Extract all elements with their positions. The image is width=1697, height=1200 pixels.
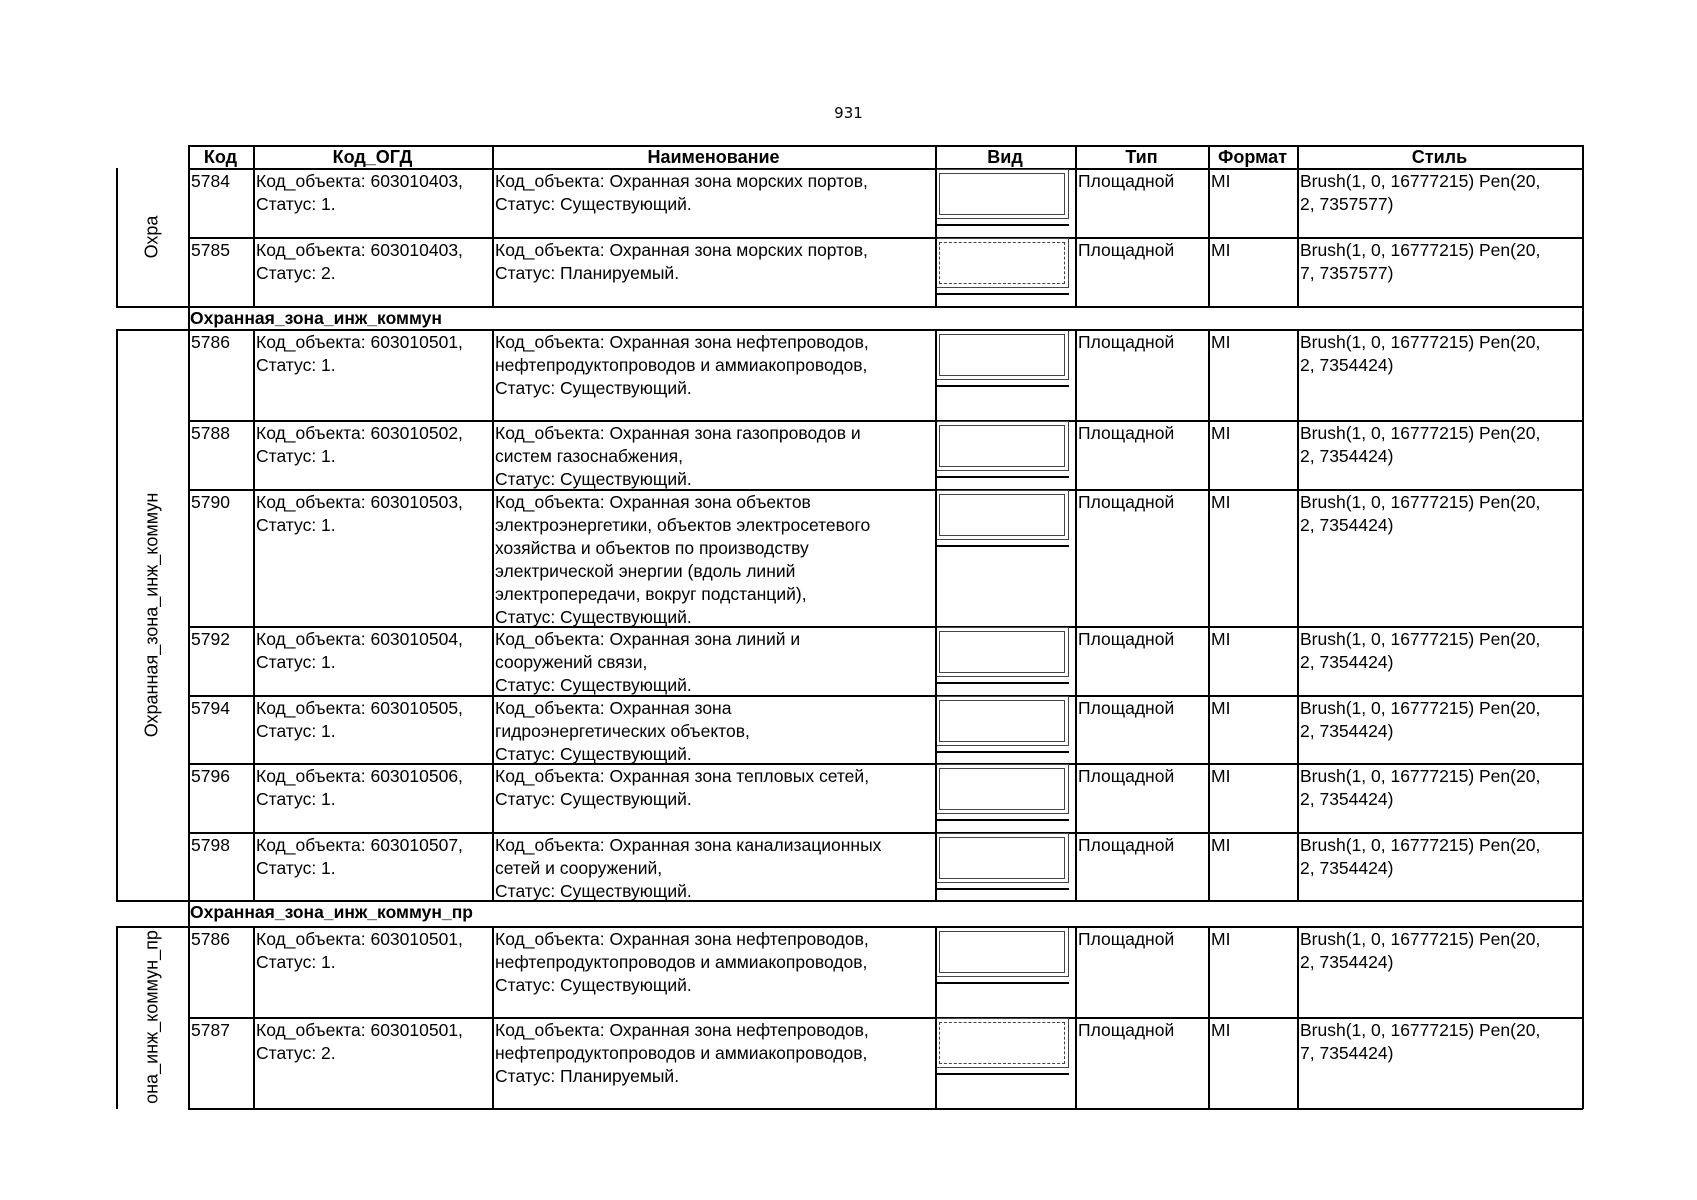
cell-name: Код_объекта: Охранная зона объектов электроэнергетики, объектов электросетевого хозяйства и объектов по производству электрической энергии (вдоль линий электропередачи, вокруг подстанций), Статус: Существующий. bbox=[495, 492, 871, 626]
header-top-rule bbox=[188, 145, 1583, 147]
swatch-base-rule bbox=[935, 476, 1069, 478]
swatch-inner-border bbox=[939, 334, 1065, 376]
cell-code: 5790 bbox=[191, 492, 230, 512]
group-rule bbox=[116, 926, 118, 1109]
swatch-base-rule bbox=[935, 819, 1069, 821]
column-rule bbox=[1208, 168, 1210, 238]
cell-type: Площадной bbox=[1078, 929, 1175, 949]
column-rule bbox=[1075, 145, 1077, 169]
column-rule bbox=[1297, 695, 1299, 764]
column-rule bbox=[1582, 695, 1584, 764]
column-rule bbox=[492, 329, 494, 421]
section-title: Охранная_зона_инж_коммун_пр bbox=[190, 902, 473, 922]
cell-code: 5787 bbox=[191, 1020, 230, 1040]
cell-type: Площадной bbox=[1078, 423, 1175, 443]
column-rule bbox=[1582, 306, 1584, 330]
cell-ogd-code: Код_объекта: 603010505, Статус: 1. bbox=[256, 698, 463, 741]
column-rule bbox=[935, 168, 937, 238]
column-rule bbox=[253, 329, 255, 421]
cell-type: Площадной bbox=[1078, 1020, 1175, 1040]
section-title: Охранная_зона_инж_коммун bbox=[190, 308, 442, 328]
column-rule bbox=[1075, 763, 1077, 833]
column-rule bbox=[492, 489, 494, 627]
column-rule bbox=[935, 329, 937, 421]
column-rule bbox=[1582, 168, 1584, 238]
column-rule bbox=[1075, 832, 1077, 901]
column-rule bbox=[1582, 1017, 1584, 1109]
header-type: Тип bbox=[1125, 147, 1158, 167]
column-rule bbox=[1297, 489, 1299, 627]
cell-type: Площадной bbox=[1078, 835, 1175, 855]
column-rule bbox=[253, 626, 255, 696]
group-side-label-text: Охранная_зона_инж_коммун bbox=[141, 492, 162, 737]
column-rule bbox=[253, 695, 255, 764]
column-rule bbox=[492, 695, 494, 764]
column-rule bbox=[492, 626, 494, 696]
cell-style: Brush(1, 0, 16777215) Pen(20, 7, 7357577) bbox=[1300, 240, 1541, 283]
swatch-inner-border bbox=[939, 494, 1065, 536]
cell-code: 5794 bbox=[191, 698, 230, 718]
column-rule bbox=[1297, 168, 1299, 238]
cell-type: Площадной bbox=[1078, 171, 1175, 191]
cell-name: Код_объекта: Охранная зона газопроводов и систем газоснабжения, Статус: Существующий. bbox=[495, 423, 861, 489]
column-rule bbox=[188, 832, 190, 901]
cell-code: 5785 bbox=[191, 240, 230, 260]
column-rule bbox=[1582, 832, 1584, 901]
column-rule bbox=[253, 420, 255, 490]
column-rule bbox=[1582, 626, 1584, 696]
column-rule bbox=[1297, 926, 1299, 1018]
column-rule bbox=[1075, 489, 1077, 627]
cell-name: Код_объекта: Охранная зона линий и сооружений связи, Статус: Существующий. bbox=[495, 629, 801, 695]
column-rule bbox=[935, 832, 937, 901]
column-rule bbox=[253, 168, 255, 238]
column-rule bbox=[1582, 237, 1584, 307]
swatch-base-rule bbox=[935, 224, 1069, 226]
column-rule bbox=[1297, 420, 1299, 490]
cell-ogd-code: Код_объекта: 603010403, Статус: 2. bbox=[256, 240, 463, 283]
cell-format: MI bbox=[1211, 1020, 1231, 1040]
cell-name: Код_объекта: Охранная зона морских портов, Статус: Планируемый. bbox=[495, 240, 868, 283]
cell-format: MI bbox=[1211, 423, 1231, 443]
column-rule bbox=[935, 763, 937, 833]
cell-format: MI bbox=[1211, 492, 1231, 512]
cell-ogd-code: Код_объекта: 603010506, Статус: 1. bbox=[256, 766, 463, 809]
cell-format: MI bbox=[1211, 171, 1231, 191]
cell-style: Brush(1, 0, 16777215) Pen(20, 2, 7354424) bbox=[1300, 423, 1541, 466]
section-bottom-rule bbox=[116, 329, 1583, 331]
column-rule bbox=[1297, 237, 1299, 307]
cell-style: Brush(1, 0, 16777215) Pen(20, 2, 7354424) bbox=[1300, 492, 1541, 535]
cell-name: Код_объекта: Охранная зона нефтепроводов, нефтепродуктопроводов и аммиакопроводов, Статус: Существующий. bbox=[495, 332, 869, 398]
row-bottom-rule bbox=[188, 1108, 1583, 1110]
solid-line-style-swatch bbox=[935, 330, 1069, 380]
group-bottom-rule bbox=[116, 306, 189, 308]
page-number: 931 bbox=[834, 104, 863, 122]
solid-line-style-swatch bbox=[935, 696, 1069, 746]
cell-style: Brush(1, 0, 16777215) Pen(20, 2, 7354424) bbox=[1300, 698, 1541, 741]
column-rule bbox=[1075, 1017, 1077, 1109]
column-rule bbox=[253, 832, 255, 901]
column-rule bbox=[492, 1017, 494, 1109]
cell-format: MI bbox=[1211, 332, 1231, 352]
cell-code: 5786 bbox=[191, 332, 230, 352]
solid-line-style-swatch bbox=[935, 833, 1069, 883]
solid-line-style-swatch bbox=[935, 490, 1069, 540]
column-rule bbox=[1582, 763, 1584, 833]
column-rule bbox=[253, 926, 255, 1018]
column-rule bbox=[935, 420, 937, 490]
cell-code: 5792 bbox=[191, 629, 230, 649]
cell-ogd-code: Код_объекта: 603010501, Статус: 2. bbox=[256, 1020, 463, 1063]
column-rule bbox=[188, 237, 190, 307]
column-rule bbox=[253, 1017, 255, 1109]
column-rule bbox=[1582, 145, 1584, 169]
cell-type: Площадной bbox=[1078, 332, 1175, 352]
swatch-base-rule bbox=[935, 982, 1069, 984]
group-rule bbox=[116, 168, 118, 307]
column-rule bbox=[935, 145, 937, 169]
cell-type: Площадной bbox=[1078, 629, 1175, 649]
swatch-base-rule bbox=[935, 385, 1069, 387]
cell-style: Brush(1, 0, 16777215) Pen(20, 2, 7354424) bbox=[1300, 332, 1541, 375]
column-rule bbox=[1297, 329, 1299, 421]
cell-type: Площадной bbox=[1078, 698, 1175, 718]
cell-style: Brush(1, 0, 16777215) Pen(20, 2, 7354424) bbox=[1300, 766, 1541, 809]
cell-code: 5786 bbox=[191, 929, 230, 949]
column-rule bbox=[1208, 329, 1210, 421]
cell-format: MI bbox=[1211, 698, 1231, 718]
group-side-label-text: Охра bbox=[141, 215, 162, 259]
column-rule bbox=[188, 626, 190, 696]
cell-name: Код_объекта: Охранная зона тепловых сетей, Статус: Существующий. bbox=[495, 766, 870, 809]
cell-code: 5796 bbox=[191, 766, 230, 786]
cell-ogd-code: Код_объекта: 603010502, Статус: 1. bbox=[256, 423, 463, 466]
cell-type: Площадной bbox=[1078, 766, 1175, 786]
column-rule bbox=[1582, 329, 1584, 421]
column-rule bbox=[188, 306, 190, 330]
column-rule bbox=[188, 763, 190, 833]
cell-ogd-code: Код_объекта: 603010507, Статус: 1. bbox=[256, 835, 463, 878]
column-rule bbox=[188, 1017, 190, 1109]
cell-ogd-code: Код_объекта: 603010504, Статус: 1. bbox=[256, 629, 463, 672]
column-rule bbox=[1075, 420, 1077, 490]
cell-style: Brush(1, 0, 16777215) Pen(20, 2, 7354424) bbox=[1300, 929, 1541, 972]
group-bottom-rule bbox=[116, 900, 189, 902]
column-rule bbox=[1208, 489, 1210, 627]
column-rule bbox=[492, 763, 494, 833]
column-rule bbox=[492, 168, 494, 238]
cell-name: Код_объекта: Охранная зона морских портов, Статус: Существующий. bbox=[495, 171, 868, 214]
column-rule bbox=[1208, 626, 1210, 696]
swatch-inner-border bbox=[939, 242, 1065, 284]
cell-ogd-code: Код_объекта: 603010501, Статус: 1. bbox=[256, 929, 463, 972]
group-rule bbox=[116, 329, 118, 901]
column-rule bbox=[1297, 832, 1299, 901]
column-rule bbox=[1075, 695, 1077, 764]
column-rule bbox=[188, 695, 190, 764]
column-rule bbox=[1582, 489, 1584, 627]
cell-code: 5788 bbox=[191, 423, 230, 443]
cell-code: 5798 bbox=[191, 835, 230, 855]
column-rule bbox=[935, 237, 937, 307]
column-rule bbox=[935, 1017, 937, 1109]
header-code: Код bbox=[203, 147, 238, 167]
swatch-inner-border bbox=[939, 700, 1065, 742]
column-rule bbox=[188, 329, 190, 421]
header-style: Стиль bbox=[1411, 147, 1468, 167]
column-rule bbox=[492, 926, 494, 1018]
column-rule bbox=[492, 145, 494, 169]
header-name: Наименование bbox=[647, 147, 780, 167]
column-rule bbox=[1297, 145, 1299, 169]
column-rule bbox=[1208, 695, 1210, 764]
cell-format: MI bbox=[1211, 240, 1231, 260]
swatch-base-rule bbox=[935, 293, 1069, 295]
column-rule bbox=[253, 237, 255, 307]
column-rule bbox=[1582, 420, 1584, 490]
column-rule bbox=[1208, 926, 1210, 1018]
column-rule bbox=[935, 489, 937, 627]
column-rule bbox=[1075, 926, 1077, 1018]
cell-name: Код_объекта: Охранная зона гидроэнергетических объектов, Статус: Существующий. bbox=[495, 698, 750, 763]
cell-format: MI bbox=[1211, 929, 1231, 949]
column-rule bbox=[188, 420, 190, 490]
column-rule bbox=[1208, 832, 1210, 901]
cell-ogd-code: Код_объекта: 603010501, Статус: 1. bbox=[256, 332, 463, 375]
cell-name: Код_объекта: Охранная зона нефтепроводов, нефтепродуктопроводов и аммиакопроводов, Статус: Планируемый. bbox=[495, 1020, 869, 1086]
column-rule bbox=[188, 145, 190, 169]
swatch-inner-border bbox=[939, 931, 1065, 973]
swatch-inner-border bbox=[939, 173, 1065, 215]
swatch-base-rule bbox=[935, 682, 1069, 684]
column-rule bbox=[1208, 237, 1210, 307]
solid-line-style-swatch bbox=[935, 421, 1069, 471]
column-rule bbox=[253, 763, 255, 833]
column-rule bbox=[1297, 763, 1299, 833]
cell-format: MI bbox=[1211, 835, 1231, 855]
solid-line-style-swatch bbox=[935, 627, 1069, 677]
swatch-inner-border bbox=[939, 837, 1065, 879]
cell-ogd-code: Код_объекта: 603010503, Статус: 1. bbox=[256, 492, 463, 535]
cell-name: Код_объекта: Охранная зона нефтепроводов, нефтепродуктопроводов и аммиакопроводов, Статус: Существующий. bbox=[495, 929, 869, 995]
cell-ogd-code: Код_объекта: 603010403, Статус: 1. bbox=[256, 171, 463, 214]
column-rule bbox=[188, 900, 190, 927]
swatch-inner-border bbox=[939, 768, 1065, 810]
cell-style: Brush(1, 0, 16777215) Pen(20, 7, 7354424) bbox=[1300, 1020, 1541, 1063]
column-rule bbox=[1297, 626, 1299, 696]
column-rule bbox=[1582, 926, 1584, 1018]
group-side-label-text: она_инж_коммун_пр bbox=[141, 930, 162, 1104]
solid-line-style-swatch bbox=[935, 169, 1069, 219]
cell-type: Площадной bbox=[1078, 492, 1175, 512]
column-rule bbox=[188, 926, 190, 1018]
dashed-line-style-swatch bbox=[935, 238, 1069, 288]
column-rule bbox=[253, 145, 255, 169]
dashed-line-style-swatch bbox=[935, 1018, 1069, 1068]
column-rule bbox=[1075, 237, 1077, 307]
column-rule bbox=[935, 926, 937, 1018]
swatch-base-rule bbox=[935, 751, 1069, 753]
swatch-base-rule bbox=[935, 1073, 1069, 1075]
column-rule bbox=[1297, 1017, 1299, 1109]
column-rule bbox=[935, 695, 937, 764]
swatch-base-rule bbox=[935, 888, 1069, 890]
cell-type: Площадной bbox=[1078, 240, 1175, 260]
column-rule bbox=[492, 237, 494, 307]
column-rule bbox=[492, 832, 494, 901]
column-rule bbox=[188, 489, 190, 627]
column-rule bbox=[1208, 420, 1210, 490]
column-rule bbox=[1075, 626, 1077, 696]
solid-line-style-swatch bbox=[935, 764, 1069, 814]
column-rule bbox=[188, 168, 190, 238]
column-rule bbox=[1208, 1017, 1210, 1109]
column-rule bbox=[1208, 763, 1210, 833]
cell-format: MI bbox=[1211, 629, 1231, 649]
cell-format: MI bbox=[1211, 766, 1231, 786]
section-bottom-rule bbox=[116, 926, 1583, 928]
cell-style: Brush(1, 0, 16777215) Pen(20, 2, 7357577) bbox=[1300, 171, 1541, 214]
swatch-inner-border bbox=[939, 425, 1065, 467]
cell-code: 5784 bbox=[191, 171, 230, 191]
cell-style: Brush(1, 0, 16777215) Pen(20, 2, 7354424) bbox=[1300, 629, 1541, 672]
solid-line-style-swatch bbox=[935, 927, 1069, 977]
column-rule bbox=[253, 489, 255, 627]
header-view: Вид bbox=[987, 147, 1023, 167]
cell-name: Код_объекта: Охранная зона канализационных сетей и сооружений, Статус: Существующий. bbox=[495, 835, 882, 900]
swatch-base-rule bbox=[935, 545, 1069, 547]
header-ogd-code: Код_ОГД bbox=[332, 147, 413, 167]
swatch-inner-border bbox=[939, 1022, 1065, 1064]
swatch-inner-border bbox=[939, 631, 1065, 673]
column-rule bbox=[1208, 145, 1210, 169]
column-rule bbox=[1582, 900, 1584, 927]
column-rule bbox=[935, 626, 937, 696]
column-rule bbox=[1075, 168, 1077, 238]
header-format: Формат bbox=[1217, 147, 1288, 167]
cell-style: Brush(1, 0, 16777215) Pen(20, 2, 7354424) bbox=[1300, 835, 1541, 878]
column-rule bbox=[492, 420, 494, 490]
column-rule bbox=[1075, 329, 1077, 421]
